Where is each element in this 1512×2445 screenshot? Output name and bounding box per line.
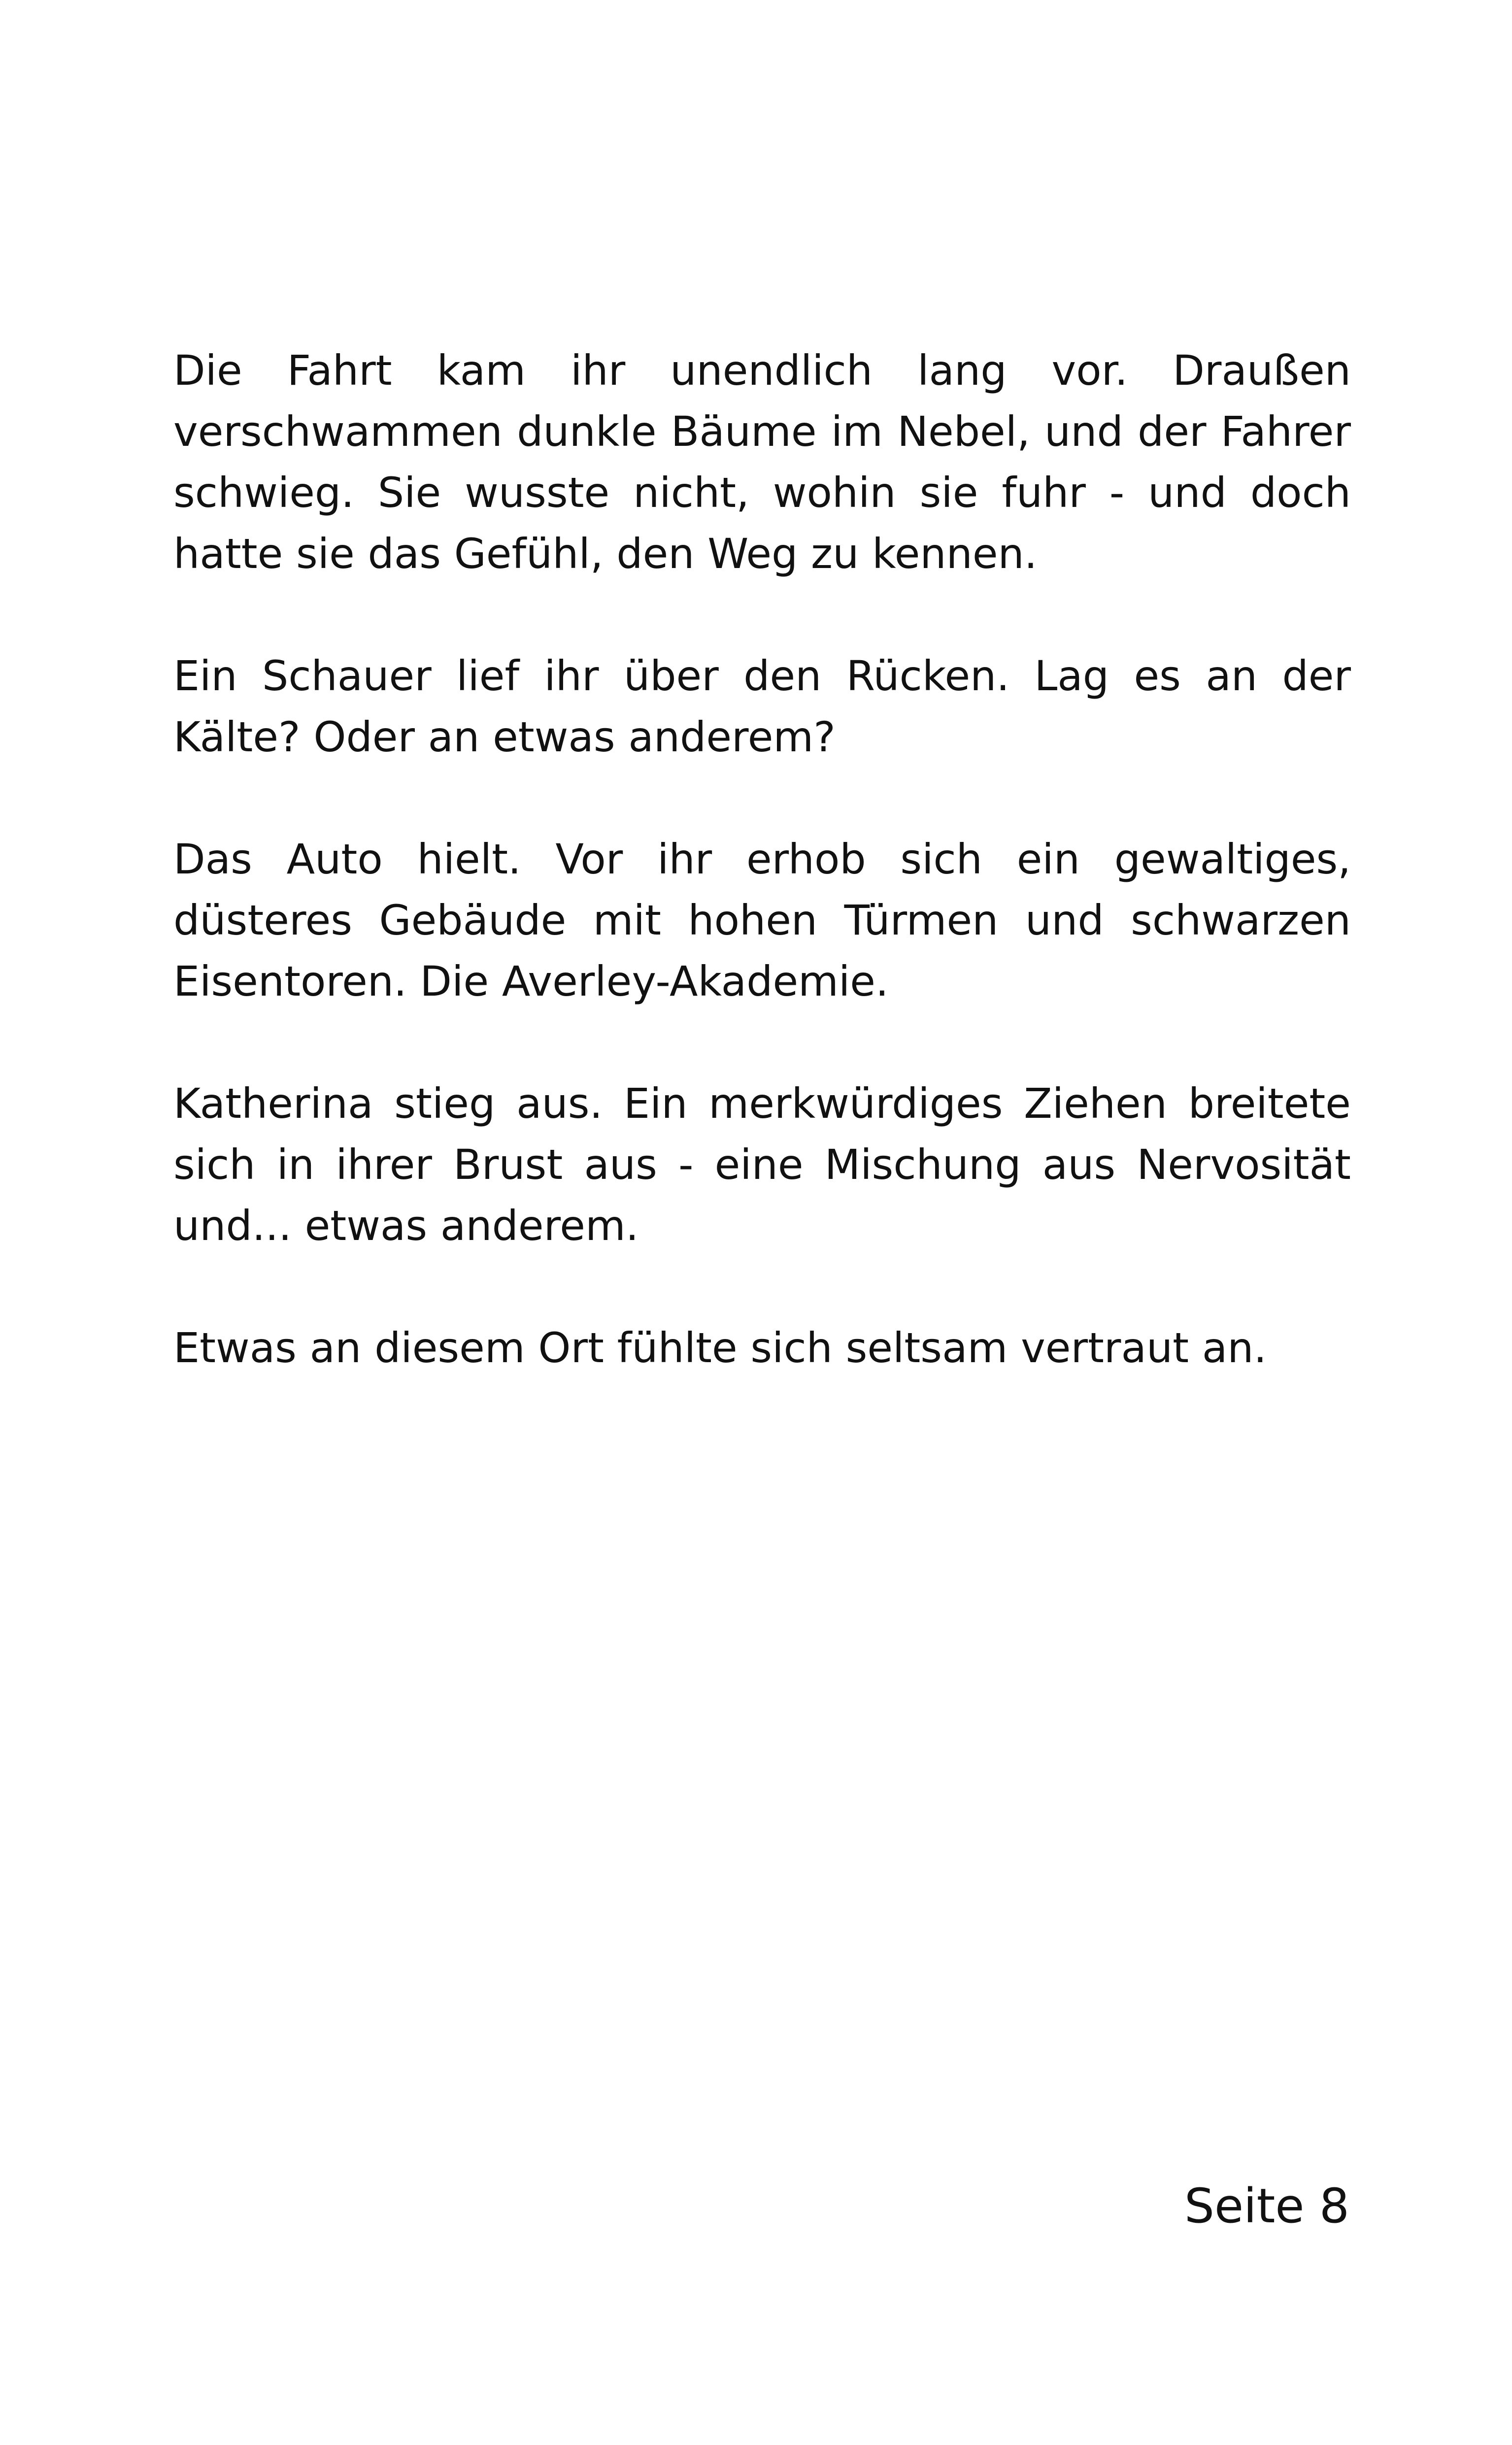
paragraph-1: Die Fahrt kam ihr unendlich lang vor. Draußen verschwammen dunkle Bäume im Nebel, und der Fahrer schwieg. Sie wusste nicht, wohin sie fuhr - und doch hatte sie das Gefühl, den Weg zu kennen. [173, 346, 1351, 578]
paragraph-3: Das Auto hielt. Vor ihr erhob sich ein gewaltiges, düsteres Gebäude mit hohen Türmen und schwarzen Eisentoren. Die Averley-Akademie. [173, 835, 1351, 1005]
paragraph-4: Katherina stieg aus. Ein merkwürdiges Ziehen breitete sich in ihrer Brust aus - eine Mischung aus Nervosität und... etwas anderem. [173, 1079, 1351, 1250]
paragraph-2: Ein Schauer lief ihr über den Rücken. Lag es an der Kälte? Oder an etwas anderem? [173, 652, 1351, 761]
paragraph-5: Etwas an diesem Ort fühlte sich seltsam vertraut an. [173, 1324, 1267, 1372]
story-text [173, 340, 1351, 1378]
page-number: Seite 8 [1184, 2178, 1349, 2234]
